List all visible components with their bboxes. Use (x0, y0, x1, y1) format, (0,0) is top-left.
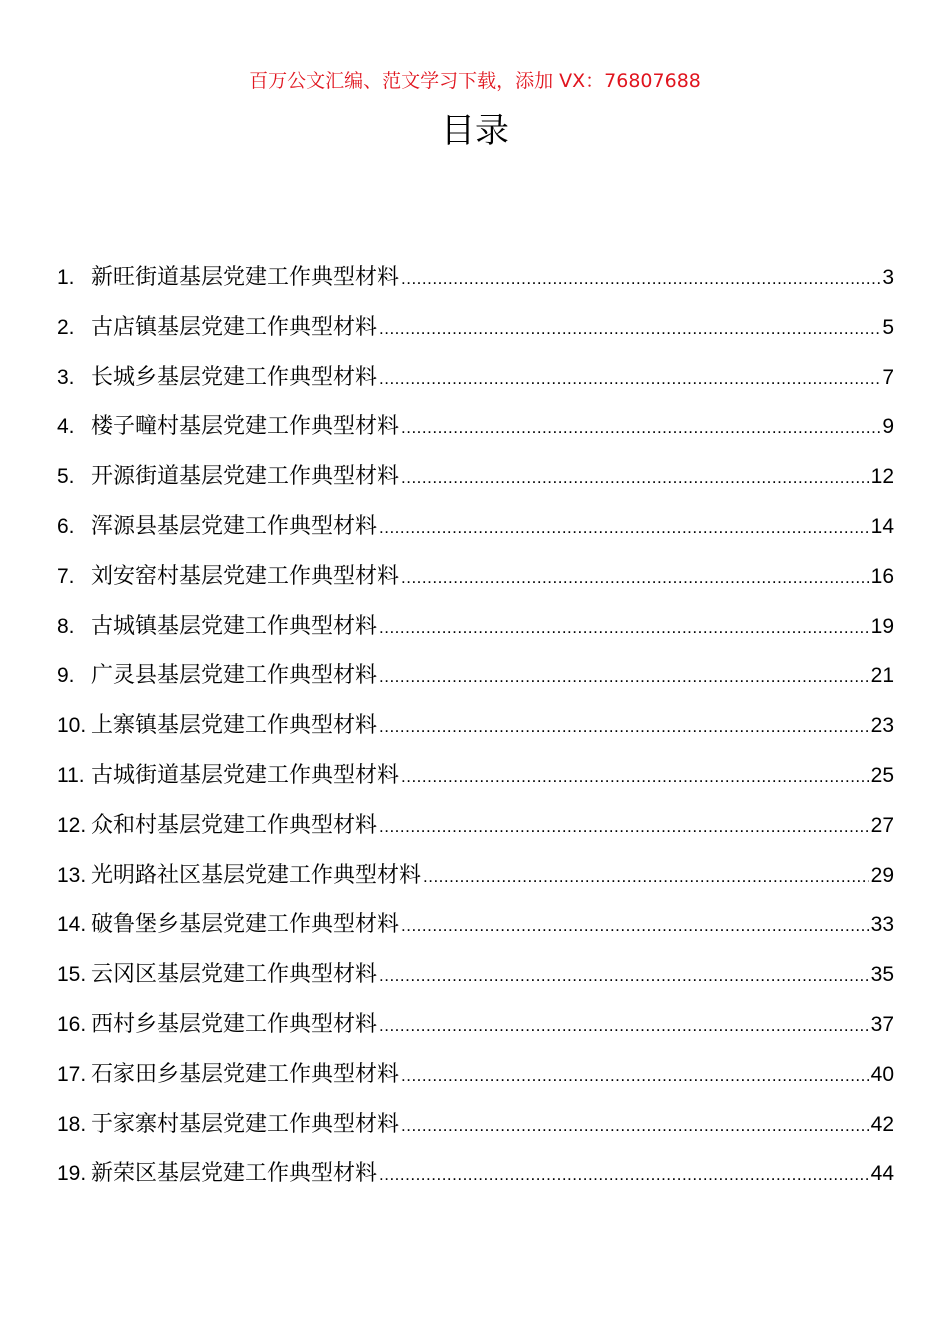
toc-entry[interactable] (57, 656, 894, 706)
toc-entry[interactable] (57, 905, 894, 955)
toc-entry[interactable] (57, 457, 894, 507)
toc-entry-page: 3 (882, 266, 894, 289)
toc-entry[interactable] (57, 507, 894, 557)
toc-entry[interactable] (57, 806, 894, 856)
toc-entry[interactable] (57, 1105, 894, 1155)
toc-entry-title: 古店镇基层党建工作典型材料 (91, 314, 378, 340)
header-note: 百万公文汇编、范文学习下载，添加 VX：76807688 (249, 70, 701, 92)
toc-entry-number: 14. (57, 913, 87, 937)
toc-entry-page: 44 (870, 1162, 894, 1186)
toc-entry-page: 25 (870, 763, 894, 787)
toc-entry-title: 浑源县基层党建工作典型材料 (91, 513, 378, 539)
toc-entry-number: 15. (57, 963, 87, 987)
toc-dot-leader (401, 259, 880, 299)
toc-dot-leader (379, 657, 869, 697)
toc-dot-leader (401, 757, 869, 797)
toc-entry[interactable] (57, 1154, 894, 1204)
toc-dot-leader (379, 508, 869, 548)
toc-entry-page: 21 (870, 664, 894, 688)
toc-entry[interactable] (57, 856, 894, 906)
toc-entry[interactable] (57, 407, 894, 457)
toc-entry-title: 刘安窑村基层党建工作典型材料 (91, 563, 400, 589)
toc-entry[interactable] (57, 258, 894, 308)
toc-entry-title: 广灵县基层党建工作典型材料 (91, 663, 378, 689)
toc-dot-leader (379, 807, 869, 847)
toc-entry-title: 古城镇基层党建工作典型材料 (91, 613, 378, 639)
toc-entry[interactable] (57, 1005, 894, 1055)
toc-entry-number: 13. (57, 863, 87, 887)
toc-entry-page: 33 (870, 913, 894, 937)
toc-dot-leader (401, 458, 869, 498)
toc-entry-number: 9. (57, 664, 75, 688)
toc-entry-page: 23 (870, 714, 894, 738)
toc-entry-number: 6. (57, 514, 75, 538)
toc-dot-leader (401, 558, 869, 598)
toc-entry[interactable] (57, 706, 894, 756)
toc-entry-number: 8. (57, 614, 75, 638)
toc-entry-title: 西村乡基层党建工作典型材料 (91, 1011, 378, 1037)
toc-dot-leader (379, 309, 880, 349)
toc-entry[interactable] (57, 308, 894, 358)
toc-dot-leader (401, 1106, 869, 1146)
toc-entry-title: 开源街道基层党建工作典型材料 (91, 464, 400, 490)
toc-entry-number: 4. (57, 415, 75, 439)
toc-dot-leader (401, 408, 880, 448)
toc-dot-leader (379, 1155, 869, 1195)
toc-entry-number: 11. (57, 763, 85, 787)
toc-entry-page: 40 (870, 1062, 894, 1086)
toc-dot-leader (379, 608, 869, 648)
toc-entry-title: 云冈区基层党建工作典型材料 (91, 962, 378, 988)
toc-entry-page: 42 (870, 1112, 894, 1136)
toc-entry-page: 37 (870, 1012, 894, 1036)
toc-entry[interactable] (57, 557, 894, 607)
page-title: 目录 (441, 111, 509, 151)
toc-dot-leader (423, 857, 869, 897)
toc-entry-page: 27 (870, 813, 894, 837)
toc-entry-title: 光明路社区基层党建工作典型材料 (91, 862, 422, 888)
toc-dot-leader (401, 1056, 869, 1096)
toc-dot-leader (379, 359, 880, 399)
toc-entry-title: 新荣区基层党建工作典型材料 (91, 1161, 378, 1187)
toc-dot-leader (401, 906, 869, 946)
toc-entry-page: 14 (870, 514, 894, 538)
toc-entry-number: 12. (57, 813, 87, 837)
toc-entry[interactable] (57, 358, 894, 408)
toc-entry-title: 楼子疃村基层党建工作典型材料 (91, 414, 400, 440)
toc-dot-leader (379, 707, 869, 747)
toc-dot-leader (379, 956, 869, 996)
toc-entry-page: 12 (870, 465, 894, 489)
toc-entry-page: 19 (870, 614, 894, 638)
toc-entry[interactable] (57, 756, 894, 806)
toc-entry-number: 2. (57, 315, 75, 339)
toc-entry-page: 7 (882, 365, 894, 389)
table-of-contents (57, 258, 894, 1204)
toc-entry-page: 29 (870, 863, 894, 887)
toc-entry-title: 众和村基层党建工作典型材料 (91, 812, 378, 838)
toc-entry-number: 3. (57, 365, 75, 389)
toc-entry-page: 16 (870, 564, 894, 588)
toc-entry-number: 17. (57, 1062, 87, 1086)
toc-entry[interactable] (57, 955, 894, 1005)
toc-entry[interactable] (57, 607, 894, 657)
toc-entry-page: 5 (882, 315, 894, 339)
toc-entry-title: 破鲁堡乡基层党建工作典型材料 (91, 912, 400, 938)
toc-dot-leader (379, 1006, 869, 1046)
toc-entry-title: 古城街道基层党建工作典型材料 (91, 762, 400, 788)
toc-entry-title: 上寨镇基层党建工作典型材料 (91, 713, 378, 739)
toc-entry-number: 16. (57, 1012, 87, 1036)
toc-entry-title: 于家寨村基层党建工作典型材料 (91, 1111, 400, 1137)
toc-entry-title: 石家田乡基层党建工作典型材料 (91, 1061, 400, 1087)
toc-entry-page: 9 (882, 415, 894, 439)
toc-entry-title: 新旺街道基层党建工作典型材料 (91, 265, 400, 290)
toc-entry-page: 35 (870, 963, 894, 987)
toc-entry-number: 18. (57, 1112, 87, 1136)
toc-entry-number: 7. (57, 564, 75, 588)
toc-entry-number: 1. (57, 266, 75, 289)
toc-entry-number: 5. (57, 465, 75, 489)
toc-entry-title: 长城乡基层党建工作典型材料 (91, 364, 378, 390)
toc-entry-number: 10. (57, 714, 87, 738)
toc-entry[interactable] (57, 1055, 894, 1105)
toc-entry-number: 19. (57, 1162, 87, 1186)
